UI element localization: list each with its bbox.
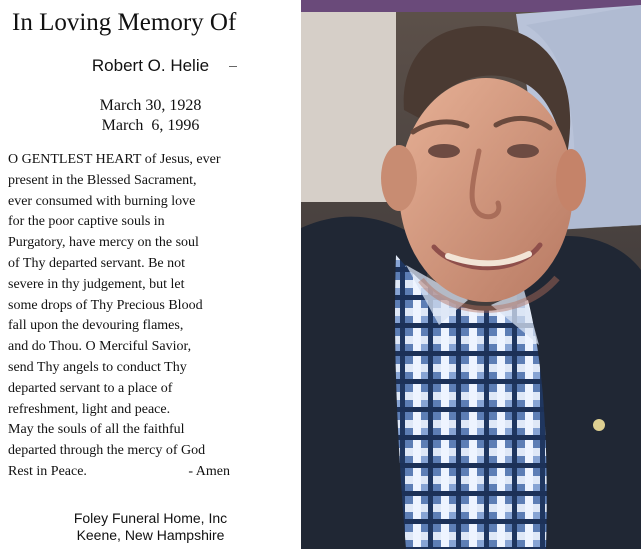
amen-text: - Amen: [188, 463, 230, 479]
prayer-line: departed servant to a place of: [8, 380, 173, 396]
prayer-line: for the poor captive souls in: [8, 214, 165, 230]
prayer-line: Purgatory, have mercy on the soul: [8, 235, 199, 251]
name-mark-dash: [229, 66, 237, 67]
prayer-line: fall upon the devouring flames,: [8, 318, 184, 334]
prayer-line: ever consumed with burning love: [8, 193, 196, 209]
prayer-line: some drops of Thy Precious Blood: [8, 297, 203, 313]
prayer-line: send Thy angels to conduct Thy: [8, 359, 187, 375]
memorial-heading: In Loving Memory Of: [12, 9, 237, 36]
prayer-line: May the souls of all the faithful: [8, 422, 185, 438]
portrait-photo: [301, 0, 641, 549]
birth-date: March 30, 1928: [99, 97, 202, 114]
left-eye: [428, 144, 460, 158]
prayer-line: O GENTLEST HEART of Jesus, ever: [8, 152, 221, 167]
prayer-line: departed through the mercy of God: [8, 443, 206, 459]
prayer-line: refreshment, light and peace.: [8, 401, 171, 417]
memorial-text-panel: [0, 0, 301, 549]
rest-in-peace-text: Rest in Peace.: [8, 463, 87, 479]
closing-line-row: [8, 462, 230, 483]
life-dates: [0, 96, 301, 136]
funeral-home-block: [0, 510, 301, 544]
right-ear: [556, 149, 586, 211]
prayer-line: present in the Blessed Sacrament,: [8, 172, 197, 188]
funeral-home-location: Keene, New Hampshire: [76, 527, 225, 543]
prayer-line: and do Thou. O Merciful Savior,: [8, 339, 192, 355]
lapel-pin: [593, 419, 605, 431]
portrait-photo-svg: [301, 0, 641, 549]
funeral-home-name: Foley Funeral Home, Inc: [73, 510, 228, 526]
deceased-name: Robert O. Helie: [91, 56, 210, 75]
death-date: March 6, 1996: [101, 117, 200, 134]
left-ear: [381, 145, 417, 211]
right-eye: [507, 144, 539, 158]
prayer-line: severe in thy judgement, but let: [8, 276, 185, 292]
memorial-prayer: [8, 150, 300, 483]
prayer-line: of Thy departed servant. Be not: [8, 255, 186, 271]
